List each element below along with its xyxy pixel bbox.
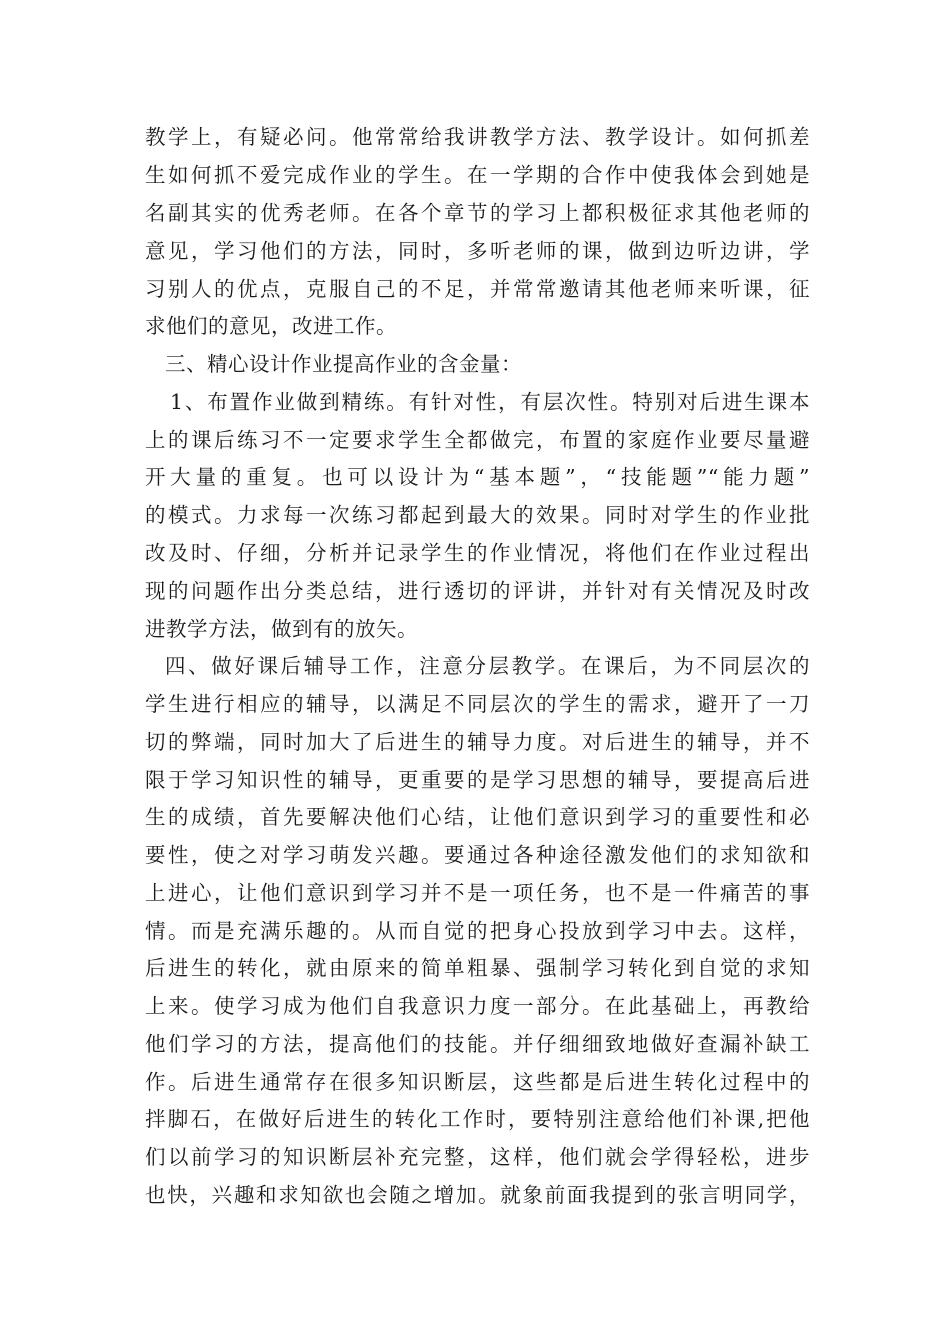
text-line: 改及时、仔细，分析并记录学生的作业情况，将他们在作业过程出	[145, 541, 810, 565]
text-line: 进教学方法，做到有的放矢。	[145, 617, 418, 641]
text-line: 习别人的优点，克服自己的不足，并常常邀请其他老师来听课，征	[145, 277, 810, 301]
text-line: 切的弊端，同时加大了后进生的辅导力度。对后进生的辅导，并不	[145, 730, 810, 754]
text-line: 作。后进生通常存在很多知识断层，这些都是后进生转化过程中的	[145, 1070, 810, 1094]
text-line: 们以前学习的知识断层补充完整，这样，他们就会学得轻松，进步	[145, 1145, 810, 1169]
text-line: 上进心，让他们意识到学习并不是一项任务，也不是一件痛苦的事	[145, 881, 810, 905]
text-line: 拌脚石，在做好后进生的转化工作时，要特别注意给他们补课,把他	[145, 1107, 810, 1131]
text-line: 上的课后练习不一定要求学生全都做完，布置的家庭作业要尽量避	[145, 428, 810, 452]
section-heading: 四、做好课后辅导工作，注意分层教学。在课后，为不同层次的	[165, 654, 810, 678]
text-line: 1、布置作业做到精练。有针对性，有层次性。特别对后进生课本	[170, 390, 810, 414]
text-line: 生如何抓不爱完成作业的学生。在一学期的合作中使我体会到她是	[145, 163, 810, 187]
text-line: 意见，学习他们的方法，同时，多听老师的课，做到边听边讲，学	[145, 239, 810, 263]
text-line: 情。而是充满乐趣的。从而自觉的把身心投放到学习中去。这样，	[145, 919, 810, 943]
text-line: 他们学习的方法，提高他们的技能。并仔细细致地做好查漏补缺工	[145, 1032, 810, 1056]
text-line: 后进生的转化，就由原来的简单粗暴、强制学习转化到自觉的求知	[145, 956, 810, 980]
text-line: 限于学习知识性的辅导，更重要的是学习思想的辅导，要提高后进	[145, 768, 810, 792]
text-line: 开大量的重复。也可以设计为“基本题”，“技能题”“能力题”	[145, 465, 810, 489]
text-line: 名副其实的优秀老师。在各个章节的学习上都积极征求其他老师的	[145, 201, 810, 225]
section-heading: 三、精心设计作业提高作业的含金量：	[165, 352, 522, 376]
text-line: 的模式。力求每一次练习都起到最大的效果。同时对学生的作业批	[145, 503, 810, 527]
text-line: 现的问题作出分类总结，进行透切的评讲，并针对有关情况及时改	[145, 579, 810, 603]
text-line: 也快，兴趣和求知欲也会随之增加。就象前面我提到的张言明同学，	[145, 1183, 810, 1207]
text-line: 生的成绩，首先要解决他们心结，让他们意识到学习的重要性和必	[145, 805, 810, 829]
text-line: 教学上，有疑必问。他常常给我讲教学方法、教学设计。如何抓差	[145, 125, 810, 149]
text-line: 上来。使学习成为他们自我意识力度一部分。在此基础上，再教给	[145, 994, 810, 1018]
text-line: 要性，使之对学习萌发兴趣。要通过各种途径激发他们的求知欲和	[145, 843, 810, 867]
text-line: 求他们的意见，改进工作。	[145, 314, 397, 338]
text-line: 学生进行相应的辅导，以满足不同层次的学生的需求，避开了一刀	[145, 692, 810, 716]
